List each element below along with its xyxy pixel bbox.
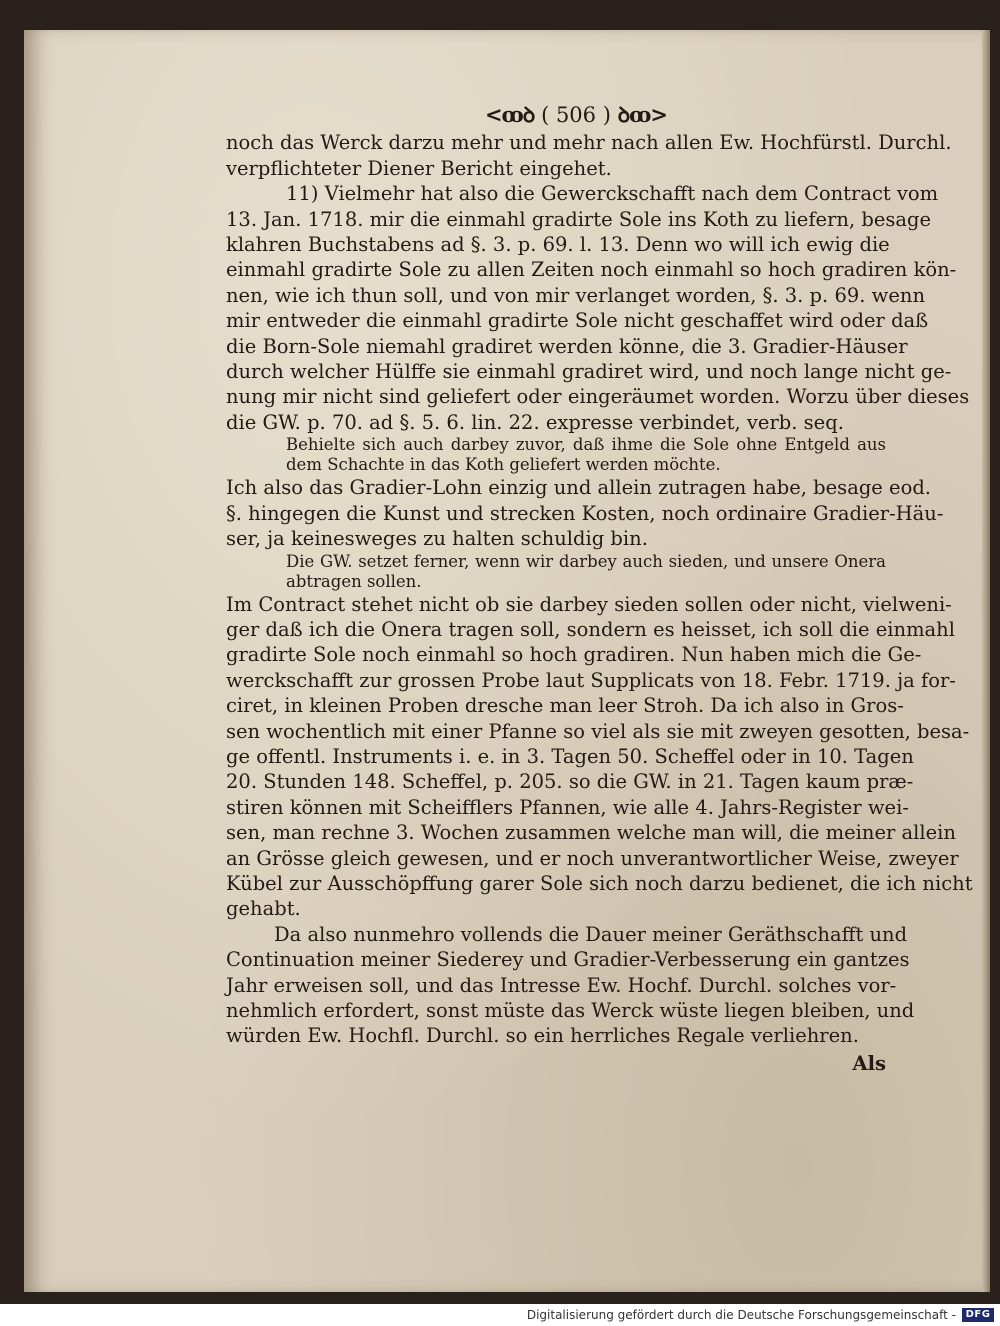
text-line: 20. Stunden 148. Scheffel, p. 205. so die GW. in 21. Tagen kaum præ- xyxy=(226,770,914,794)
right-ornament: ꝺꝏ> xyxy=(617,102,668,127)
quote-line: abtragen sollen. xyxy=(286,571,422,591)
text-line: Continuation meiner Siederey und Gradier-Verbesserung ein gantzes xyxy=(226,948,910,972)
text-line: 13. Jan. 1718. mir die einmahl gradirte Sole ins Koth zu liefern, besage xyxy=(226,207,932,231)
text-line: Im Contract stehet nicht ob sie darbey sieden sollen oder nicht, vielweni- xyxy=(226,592,952,616)
quote-line: dem Schachte in das Koth geliefert werden möchte. xyxy=(286,455,721,475)
text-line: §. hingegen die Kunst und strecken Kosten, noch ordinaire Gradier-Häu- xyxy=(226,501,944,525)
text-line: durch welcher Hülffe sie einmahl gradiret wird, und noch lange nicht ge- xyxy=(226,360,952,384)
left-ornament: <ꝏꝺ xyxy=(484,102,535,127)
text-line: einmahl gradirte Sole zu allen Zeiten noch einmahl so hoch gradiren kön- xyxy=(226,258,957,282)
text-line: sen wochentlich mit einer Pfanne so viel als sie mit zweyen gesotten, besa- xyxy=(226,719,970,743)
page-text xyxy=(226,102,973,1076)
catchword: Als xyxy=(852,1051,886,1075)
page-number: ( 506 ) xyxy=(541,103,611,127)
footer-bar xyxy=(0,1304,1000,1326)
text-line: klahren Buchstabens ad §. 3. p. 69. l. 13. Denn wo will ich ewig die xyxy=(226,233,890,257)
text-line: Jahr erweisen soll, und das Intresse Ew. Hochf. Durchl. solches vor- xyxy=(226,973,897,997)
text-line: gradirte Sole noch einmahl so hoch gradiren. Nun haben mich die Ge- xyxy=(226,643,922,667)
dfg-logo: DFG xyxy=(962,1308,994,1322)
text-line: nehmlich erfordert, sonst müste das Werck wüste liegen bleiben, und xyxy=(226,999,915,1022)
text-line: würden Ew. Hochfl. Durchl. so ein herrliches Regale verliehren. xyxy=(226,1024,859,1048)
page-edge xyxy=(982,30,990,1292)
text-line: sen, man rechne 3. Wochen zusammen welche man will, die meiner allein xyxy=(226,821,956,845)
text-line: an Grösse gleich gewesen, und er noch unverantwortlicher Weise, zweyer xyxy=(226,846,959,870)
text-line: nung mir nicht sind geliefert oder eingeräumet worden. Worzu über dieses xyxy=(226,385,970,409)
text-line: die GW. p. 70. ad §. 5. 6. lin. 22. expresse verbindet, verb. seq. xyxy=(226,410,844,434)
text-line: verpflichteter Diener Bericht eingehet. xyxy=(226,156,612,180)
text-line: 11) Vielmehr hat also die Gewerckschafft nach dem Contract vom xyxy=(286,182,939,206)
text-line: nen, wie ich thun soll, und von mir verlanget worden, §. 3. p. 69. wenn xyxy=(226,283,926,307)
page-header xyxy=(226,102,886,128)
quote-line: Die GW. setzet ferner, wenn wir darbey auch sieden, und unsere Onera xyxy=(286,551,886,571)
text-line: stiren können mit Scheifflers Pfannen, wie alle 4. Jahrs-Register wei- xyxy=(226,795,909,819)
text-line: Kübel zur Ausschöpffung garer Sole sich noch darzu bedienet, die ich nicht xyxy=(226,871,973,895)
text-line: ger daß ich die Onera tragen soll, sondern es heisset, ich soll die einmahl xyxy=(226,617,955,641)
quote-line: Behielte sich auch darbey zuvor, daß ihme die Sole ohne Entgeld aus xyxy=(286,435,886,455)
text-line: noch das Werck darzu mehr und mehr nach allen Ew. Hochfürstl. Durchl. xyxy=(226,131,952,155)
text-line: ge offentl. Instruments i. e. in 3. Tagen 50. Scheffel oder in 10. Tagen xyxy=(226,744,914,768)
text-line: Da also nunmehro vollends die Dauer meiner Geräthschafft und xyxy=(274,922,908,946)
text-line: mir entweder die einmahl gradirte Sole nicht geschaffet wird oder daß xyxy=(226,309,929,333)
funding-credit: Digitalisierung gefördert durch die Deutsche Forschungsgemeinschaft - xyxy=(526,1308,956,1322)
text-line: die Born-Sole niemahl gradiret werden könne, die 3. Gradier-Häuser xyxy=(226,334,908,358)
text-line: ser, ja keinesweges zu halten schuldig bin. xyxy=(226,527,648,551)
text-line: Ich also das Gradier-Lohn einzig und allein zutragen habe, besage eod. xyxy=(226,476,931,500)
text-line: gehabt. xyxy=(226,897,301,921)
text-line: werckschafft zur grossen Probe laut Supplicats von 18. Febr. 1719. ja for- xyxy=(226,668,956,692)
text-line: ciret, in kleinen Proben dresche man leer Stroh. Da ich also in Gros- xyxy=(226,694,904,718)
